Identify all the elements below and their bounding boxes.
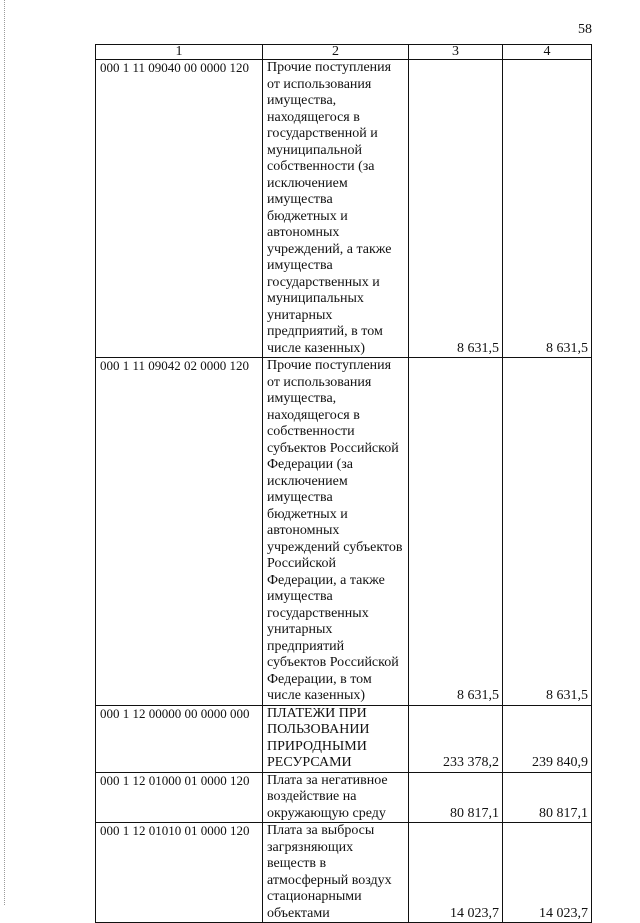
table-row <box>96 772 592 823</box>
row-name: Плата за выбросы загрязняющих веществ в атмосферный воздух стационарными объектами <box>263 823 409 923</box>
row-value-4: 239 840,9 <box>503 705 592 772</box>
header-col-3: 3 <box>409 45 503 60</box>
row-code: 000 1 12 00000 00 0000 000 <box>96 705 263 772</box>
table-row <box>96 823 592 923</box>
row-value-3: 80 817,1 <box>409 772 503 823</box>
row-value-4: 14 023,7 <box>503 823 592 923</box>
header-col-1: 1 <box>96 45 263 60</box>
table-row <box>96 60 592 358</box>
row-value-4: 8 631,5 <box>503 60 592 358</box>
header-col-4: 4 <box>503 45 592 60</box>
row-name: ПЛАТЕЖИ ПРИ ПОЛЬЗОВАНИИ ПРИРОДНЫМИ РЕСУРСАМИ <box>263 705 409 772</box>
row-code: 000 1 11 09042 02 0000 120 <box>96 358 263 706</box>
table-row <box>96 705 592 772</box>
row-name: Прочие поступления от использования имущества, находящегося в собственности субъектов Российской Федерации (за исключением имущества бюджетных и автономных учреждений субъектов Российской Федерации, а также имущества государственных унитарных предприятий субъектов Российской Федерации, в том числе казенных) <box>263 358 409 706</box>
row-value-3: 233 378,2 <box>409 705 503 772</box>
header-row <box>96 45 592 60</box>
row-name: Прочие поступления от использования имущества, находящегося в государственной и муниципальной собственности (за исключением имущества бюджетных и автономных учреждений, а также имущества государственных и муниципальных унитарных предприятий, в том числе казенных) <box>263 60 409 358</box>
header-col-2: 2 <box>263 45 409 60</box>
scan-margin-line <box>4 0 5 905</box>
row-value-4: 80 817,1 <box>503 772 592 823</box>
row-value-3: 8 631,5 <box>409 358 503 706</box>
row-value-3: 14 023,7 <box>409 823 503 923</box>
row-code: 000 1 11 09040 00 0000 120 <box>96 60 263 358</box>
page-number: 58 <box>578 22 592 37</box>
row-code: 000 1 12 01000 01 0000 120 <box>96 772 263 823</box>
row-name: Плата за негативное воздействие на окружающую среду <box>263 772 409 823</box>
row-value-3: 8 631,5 <box>409 60 503 358</box>
budget-table <box>95 44 592 923</box>
row-code: 000 1 12 01010 01 0000 120 <box>96 823 263 923</box>
table-row <box>96 358 592 706</box>
row-value-4: 8 631,5 <box>503 358 592 706</box>
